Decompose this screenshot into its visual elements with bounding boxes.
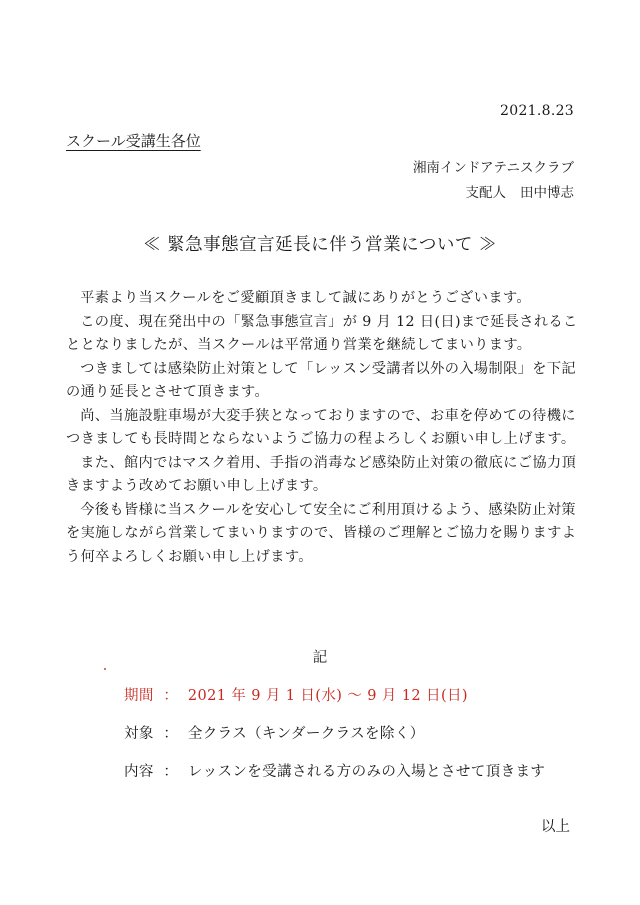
detail-value: 全クラス（キンダークラスを除く） — [187, 726, 425, 742]
body-paragraph: また、館内ではマスク着用、手指の消毒など感染防止対策の徹底にご協力頂きますよう改めてお願い申し上げます。 — [66, 454, 577, 494]
detail-colon: ： — [163, 764, 179, 780]
detail-period — [124, 684, 468, 705]
ki-heading: 記 — [312, 650, 328, 666]
body-paragraph: この度、現在発出中の「緊急事態宣言」が 9 月 12 日(日)まで延長されることとなりましたが、当スクールは平常通り営業を継続してまいります。 — [66, 313, 578, 353]
body-paragraph: つきましては感染防止対策として「レッスン受講者以外の入場制限」を下記の通り延長とさせて頂きます。 — [66, 360, 577, 400]
sender-signature — [466, 181, 575, 201]
detail-value: レッスンを受講される方のみの入場とさせて頂きます — [187, 764, 546, 780]
body-paragraph: 尚、当施設駐車場が大変手狭となっておりますので、お車を停めての待機につきましても長時間とならないようご協力の程よろしくお願い申し上げます。 — [66, 407, 576, 447]
detail-label: 対象 — [124, 726, 154, 742]
detail-value: 2021 年 9 月 1 日(水) ～ 9 月 12 日(日) — [187, 688, 468, 704]
detail-content — [124, 760, 545, 781]
detail-label: 内容 — [124, 764, 154, 780]
detail-colon: ： — [163, 688, 179, 704]
sender-name: 田中博志 — [520, 185, 574, 201]
detail-label: 期間 — [124, 688, 154, 704]
sender-organization: 湘南インドアテニスクラブ — [412, 160, 574, 176]
letter-date: 2021.8.23 — [500, 103, 574, 119]
scan-speck — [104, 668, 106, 670]
recipient-line: スクール受講生各位 — [66, 132, 201, 150]
sender-title: 支配人 — [465, 185, 506, 201]
notice-title: ≪ 緊急事態宣言延長に伴う営業について ≫ — [143, 235, 497, 255]
body-paragraph: 今後も皆様に当スクールを安心して安全にご利用頂けるよう、感染防止対策を実施しながら営業してまいりますので、皆様のご理解とご協力を賜りますよう何卒よろしくお願い申し上げます。 — [66, 501, 577, 565]
body-paragraph: 平素より当スクールをご愛顧頂きまして誠にありがとうございます。 — [80, 290, 531, 306]
detail-target — [124, 722, 425, 743]
notice-body — [66, 287, 578, 569]
detail-colon: ： — [163, 726, 179, 742]
closing-mark: 以上 — [541, 819, 570, 835]
